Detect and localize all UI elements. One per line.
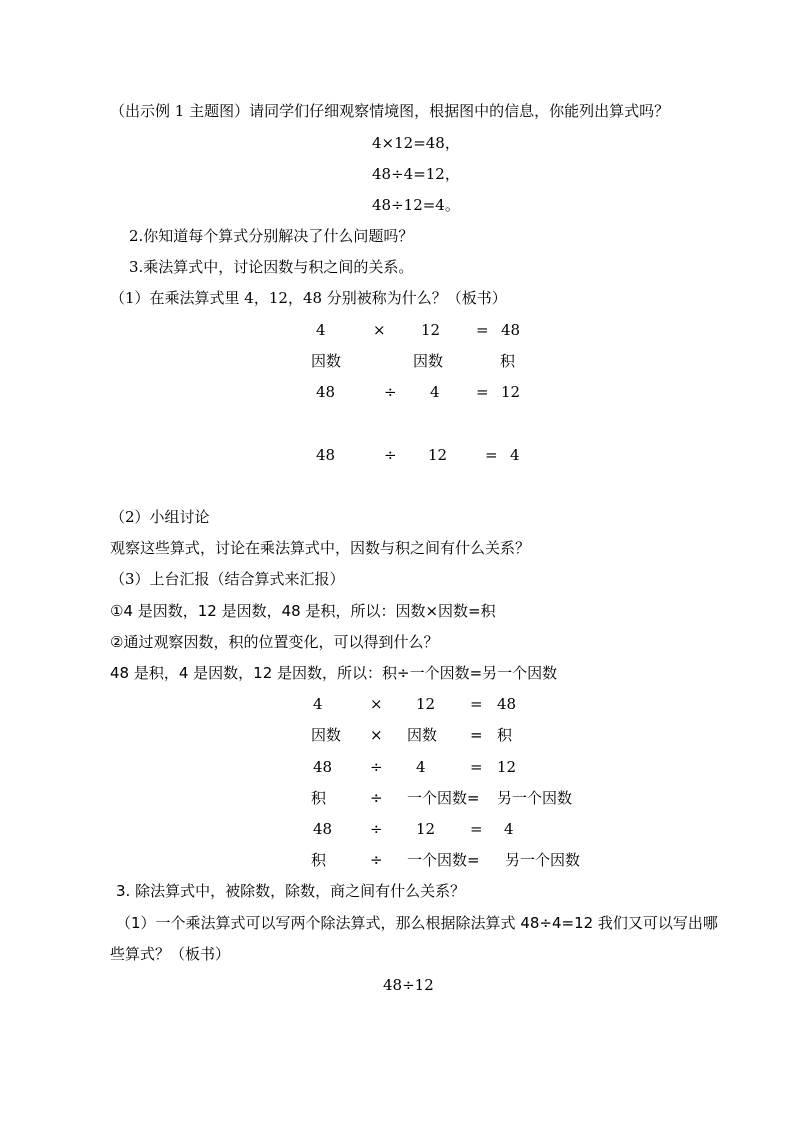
- board1-r1-c3: 12: [421, 321, 441, 339]
- board2-r6-c4: 另一个因数: [505, 851, 581, 869]
- board1-r1-c1: 4: [316, 321, 326, 339]
- report-2: ②通过观察因数，积的位置变化，可以得到什么？: [110, 633, 439, 651]
- board1-r4-c2: ÷: [384, 446, 397, 464]
- board2-r5-c2: ÷: [370, 820, 383, 838]
- board2-r5-c3: 12: [416, 820, 436, 838]
- board2-r1-c3: 12: [416, 695, 436, 713]
- board1-r3-c2: ÷: [384, 383, 397, 401]
- board1-r3-c3: 4: [430, 383, 440, 401]
- board2-r1-c1: 4: [313, 695, 323, 713]
- board2-r2-c4: =: [470, 726, 483, 744]
- board2-r5-c5: 4: [504, 820, 514, 838]
- board2-r2-c1: 因数: [311, 726, 342, 744]
- board2-r2-c5: 积: [497, 726, 513, 744]
- board1-r3-c5: 12: [501, 383, 521, 401]
- question-3-1: （1）在乘法算式里 4，12，48 分别被称为什么？（板书）: [110, 289, 507, 307]
- discussion-prompt: 观察这些算式，讨论在乘法算式中，因数与积之间有什么关系？: [110, 539, 531, 557]
- equation-3: 48÷12=4。: [372, 196, 460, 214]
- board2-r3-c2: ÷: [370, 758, 383, 776]
- board1-r1-c5: 48: [501, 321, 521, 339]
- board2-r3-c5: 12: [497, 758, 517, 776]
- board2-r4-c3: 一个因数=: [407, 789, 480, 807]
- board2-r3-c4: =: [470, 758, 483, 776]
- board2-r2-c3: 因数: [407, 726, 438, 744]
- board2-r2-c2: ×: [370, 726, 383, 744]
- board2-r5-c1: 48: [313, 820, 333, 838]
- board2-r4-c2: ÷: [370, 789, 383, 807]
- equation-1: 4×12=48，: [372, 134, 460, 152]
- question-2: 2.你知道每个算式分别解决了什么问题吗？: [129, 227, 414, 245]
- board2-r3-c3: 4: [416, 758, 426, 776]
- board1-r1-c4: =: [476, 321, 489, 339]
- board1-r4-c3: 12: [428, 446, 448, 464]
- board1-r2-c2: 因数: [413, 352, 444, 370]
- board2-r6-c1: 积: [311, 851, 327, 869]
- board1-r4-c4: =: [485, 446, 498, 464]
- board2-r1-c5: 48: [497, 695, 517, 713]
- board2-r6-c2: ÷: [370, 851, 383, 869]
- question-4: 3. 除法算式中，被除数，除数，商之间有什么关系？: [116, 882, 466, 900]
- equation-last: 48÷12: [383, 976, 434, 994]
- equation-2: 48÷4=12，: [372, 165, 460, 183]
- board2-r6-c3: 一个因数=: [407, 851, 480, 869]
- board1-r4-c5: 4: [510, 446, 520, 464]
- question-4-1b: 些算式？（板书）: [110, 945, 231, 963]
- board2-r1-c4: =: [470, 695, 483, 713]
- question-3: 3.乘法算式中，讨论因数与积之间的关系。: [129, 258, 414, 276]
- question-3-3: （3）上台汇报（结合算式来汇报）: [110, 570, 345, 588]
- board1-r3-c4: =: [476, 383, 489, 401]
- board2-r5-c4: =: [470, 820, 483, 838]
- board2-r4-c4: 另一个因数: [497, 789, 573, 807]
- intro-line: （出示例 1 主题图）请同学们仔细观察情境图，根据图中的信息，你能列出算式吗？: [110, 102, 670, 120]
- board1-r2-c3: 积: [500, 352, 516, 370]
- board2-r1-c2: ×: [370, 695, 383, 713]
- board1-r4-c1: 48: [316, 446, 336, 464]
- board2-r4-c1: 积: [311, 789, 327, 807]
- report-1: ①4 是因数，12 是因数，48 是积，所以：因数×因数=积: [110, 602, 496, 620]
- board1-r3-c1: 48: [316, 383, 336, 401]
- question-4-1a: （1）一个乘法算式可以写两个除法算式，那么根据除法算式 48÷4=12 我们又可以写出哪: [116, 914, 718, 932]
- board1-r1-c2: ×: [373, 321, 386, 339]
- board1-r2-c1: 因数: [311, 352, 342, 370]
- question-3-2: （2）小组讨论: [110, 508, 210, 526]
- board2-r3-c1: 48: [313, 758, 333, 776]
- report-3: 48 是积，4 是因数，12 是因数，所以：积÷一个因数=另一个因数: [110, 664, 558, 682]
